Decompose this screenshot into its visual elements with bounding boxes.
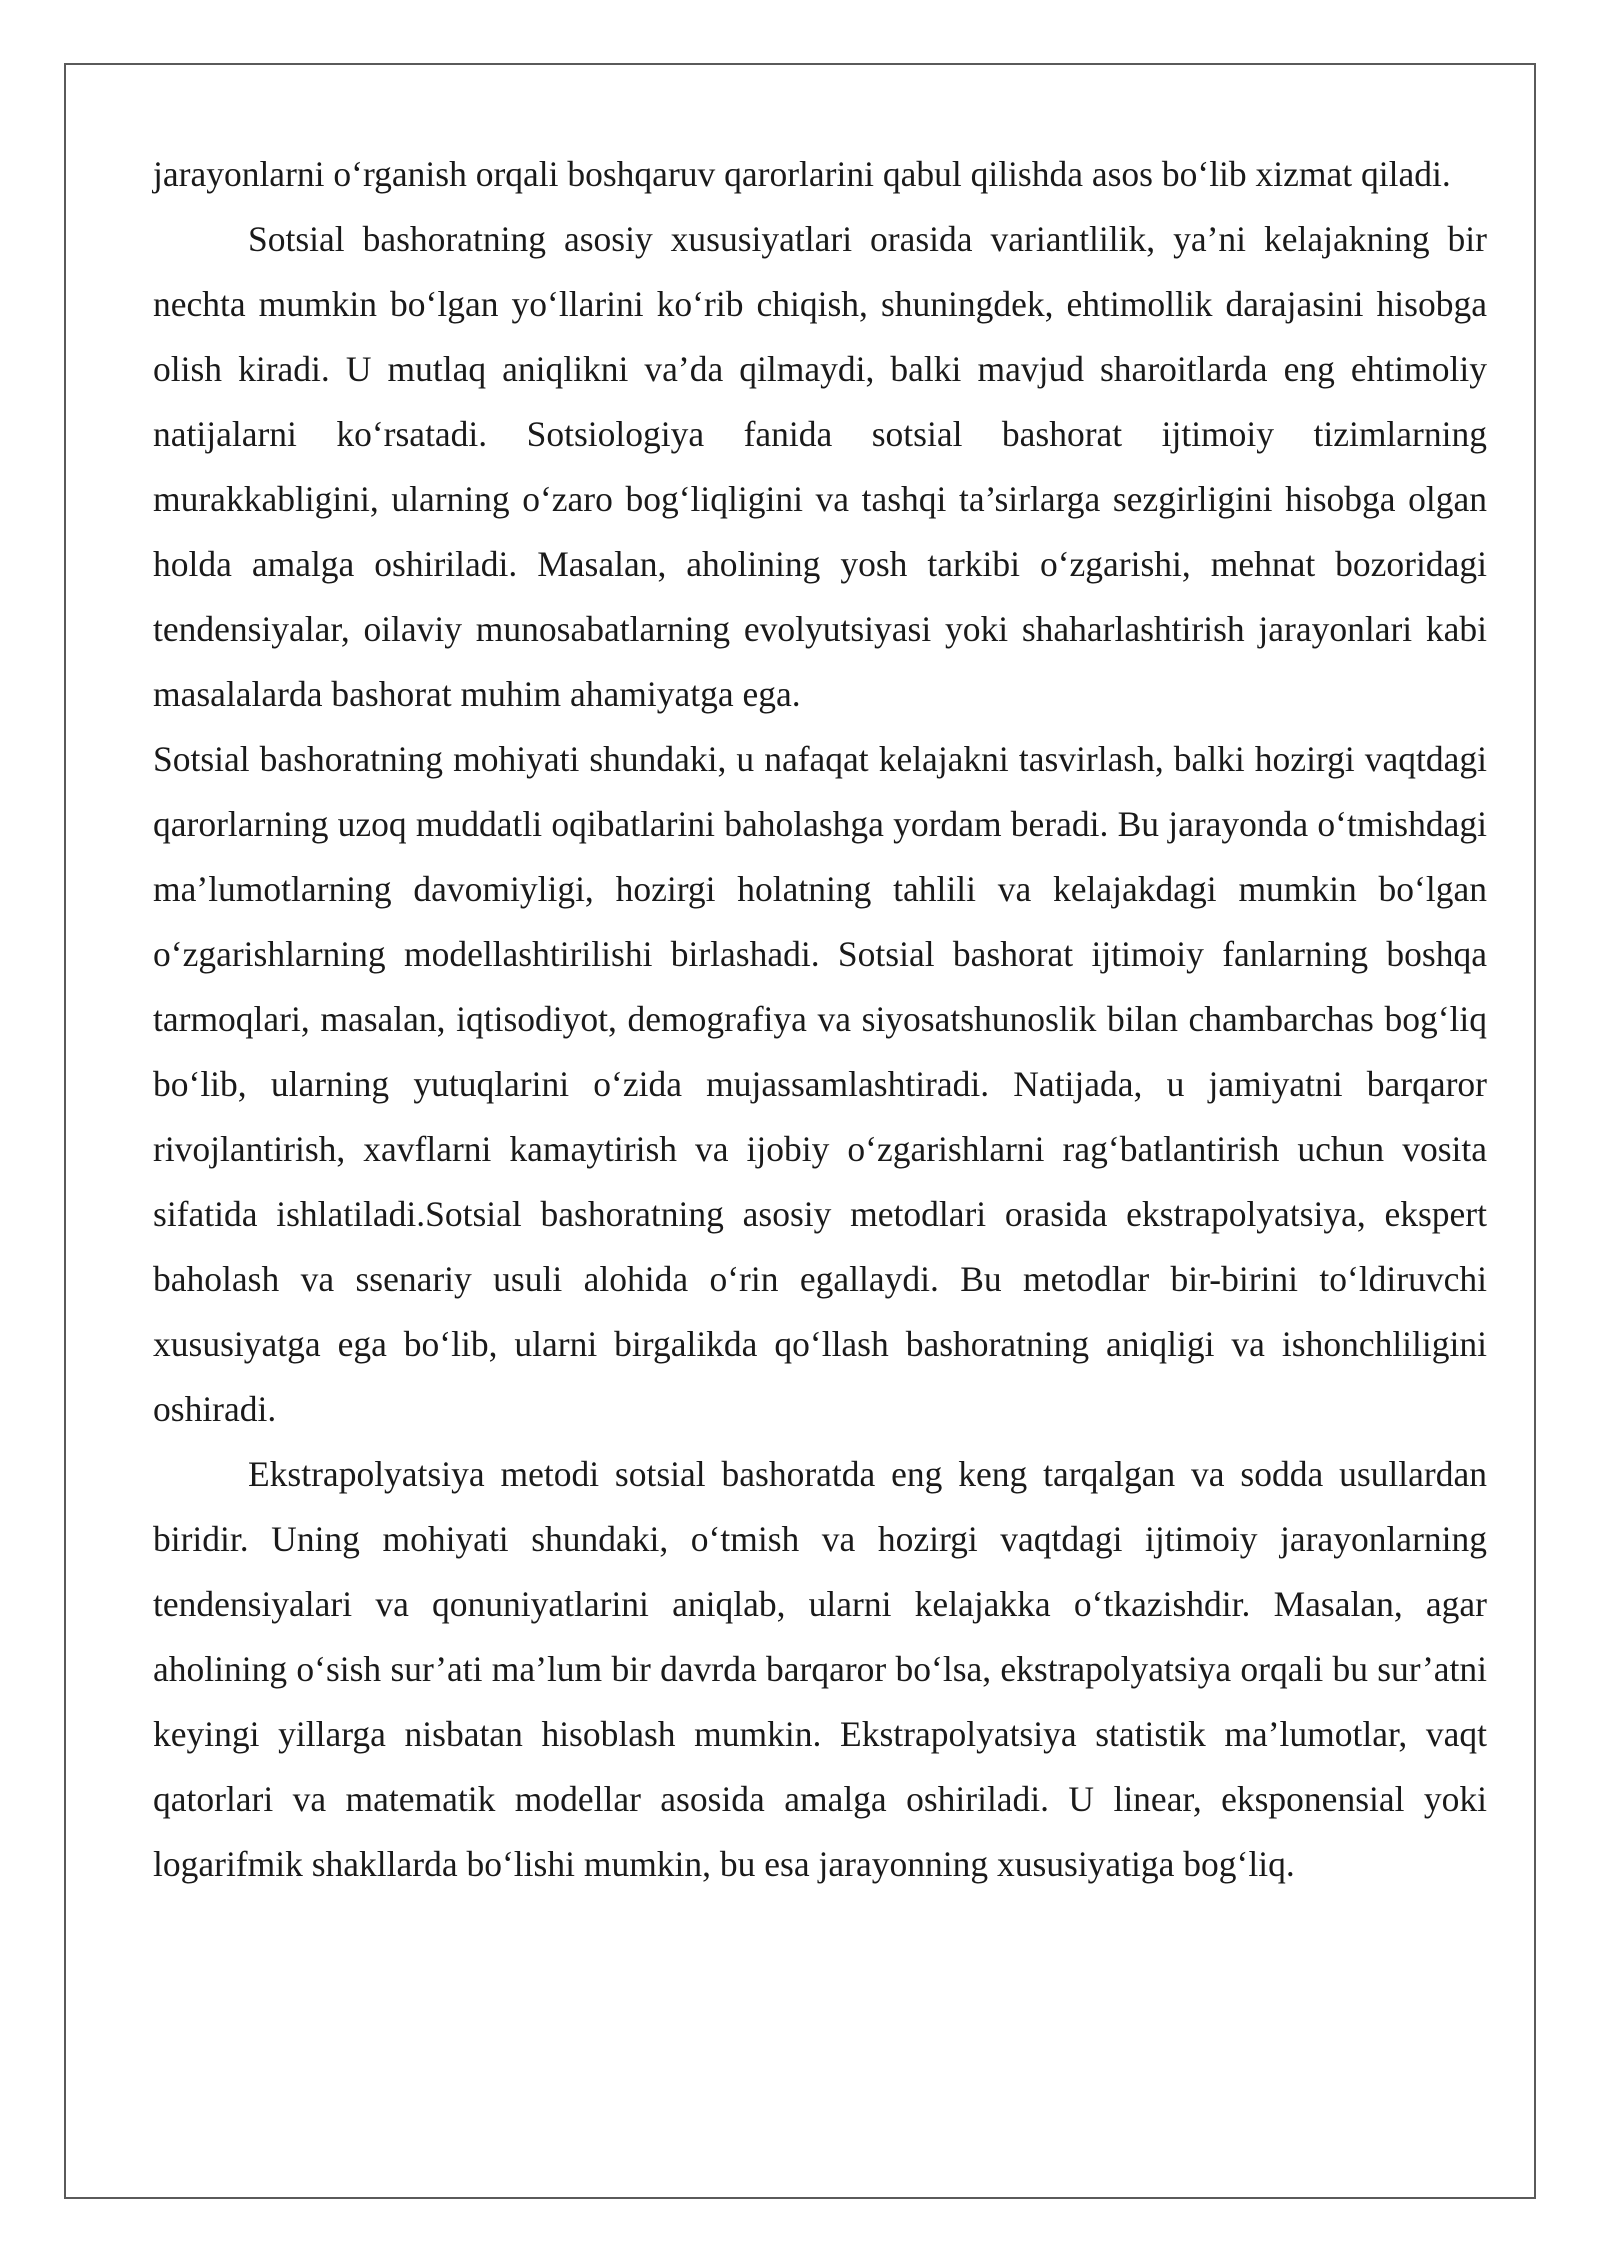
paragraph-extrapolation: Ekstrapolyatsiya metodi sotsial bashoratda eng keng tarqalgan va sodda usullardan biridir. Uning mohiyati shundaki, o‘tmish va hozirgi vaqtdagi ijtimoiy jarayonlarning tendensiyalari va qonuniyatlarini aniqlab, ularni kelajakka o‘tkazishdir. Masalan, agar aholining o‘sish sur’ati ma’lum bir davrda barqaror bo‘lsa, ekstrapolyatsiya orqali bu sur’atni keyingi yillarga nisbatan hisoblash mumkin. Ekstrapolyatsiya statistik ma’lumotlar, vaqt qatorlari va matematik modellar asosida amalga oshiriladi. U linear, eksponensial yoki logarifmik shakllarda bo‘lishi mumkin, bu esa jarayonning xususiyatiga bog‘liq. xyxy=(153,1454,1487,1884)
document-body xyxy=(153,142,1487,1897)
paragraph-essence: Sotsial bashoratning mohiyati shundaki, u nafaqat kelajakni tasvirlash, balki hozirgi vaqtdagi qarorlarning uzoq muddatli oqibatlarini baholashga yordam beradi. Bu jarayonda o‘tmishdagi ma’lumotlarning davomiyligi, hozirgi holatning tahlili va kelajakdagi mumkin bo‘lgan o‘zgarishlarning modellashtirilishi birlashadi. Sotsial bashorat ijtimoiy fanlarning boshqa tarmoqlari, masalan, iqtisodiyot, demografiya va siyosatshunoslik bilan chambarchas bog‘liq bo‘lib, ularning yutuqlarini o‘zida mujassamlashtiradi. Natijada, u jamiyatni barqaror rivojlantirish, xavflarni kamaytirish va ijobiy o‘zgarishlarni rag‘batlantirish uchun vosita sifatida ishlatiladi.Sotsial bashoratning asosiy metodlari orasida ekstrapolyatsiya, ekspert baholash va ssenariy usuli alohida o‘rin egallaydi. Bu metodlar bir-birini to‘ldiruvchi xususiyatga ega bo‘lib, ularni birgalikda qo‘llash bashoratning aniqligi va ishonchliligini oshiradi. xyxy=(153,739,1487,1429)
paragraph-continuation: jarayonlarni o‘rganish orqali boshqaruv qarorlarini qabul qilishda asos bo‘lib xizmat qiladi. xyxy=(153,154,1451,194)
paragraph-features: Sotsial bashoratning asosiy xususiyatlari orasida variantlilik, ya’ni kelajakning bir nechta mumkin bo‘lgan yo‘llarini ko‘rib chiqish, shuningdek, ehtimollik darajasini hisobga olish kiradi. U mutlaq aniqlikni va’da qilmaydi, balki mavjud sharoitlarda eng ehtimoliy natijalarni ko‘rsatadi. Sotsiologiya fanida sotsial bashorat ijtimoiy tizimlarning murakkabligini, ularning o‘zaro bog‘liqligini va tashqi ta’sirlarga sezgirligini hisobga olgan holda amalga oshiriladi. Masalan, aholining yosh tarkibi o‘zgarishi, mehnat bozoridagi tendensiyalar, oilaviy munosabatlarning evolyutsiyasi yoki shaharlashtirish jarayonlari kabi masalalarda bashorat muhim ahamiyatga ega. xyxy=(153,219,1487,714)
